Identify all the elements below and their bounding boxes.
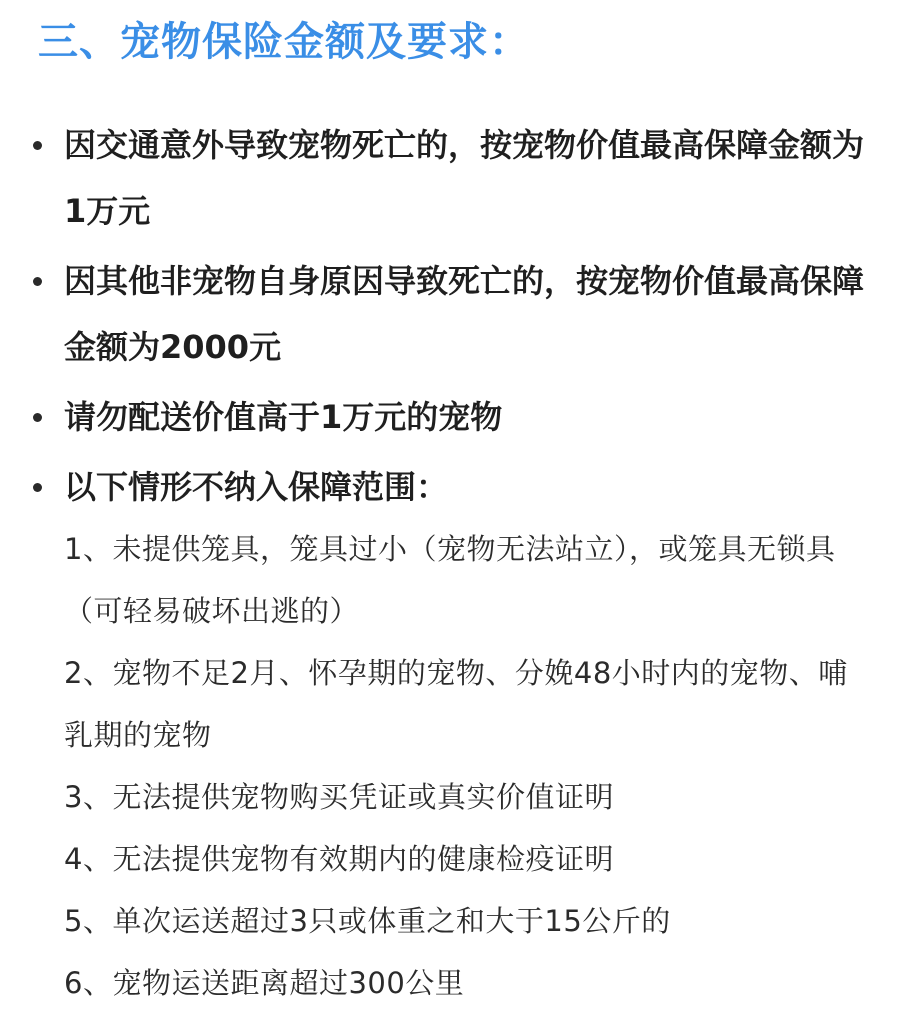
- bullet-text: 请勿配送价值高于1万元的宠物: [64, 398, 503, 436]
- bullet-text: 因其他非宠物自身原因导致死亡的，按宠物价值最高保障金额为2000元: [64, 262, 865, 366]
- exclusion-item: 6、宠物运送距离超过300公里: [64, 966, 465, 1000]
- bullet-text: 因交通意外导致宠物死亡的，按宠物价值最高保障金额为1万元: [64, 126, 865, 230]
- bullet-text: 以下情形不纳入保障范围：: [64, 468, 449, 506]
- exclusion-item: 1、未提供笼具，笼具过小（宠物无法站立），或笼具无锁具（可轻易破坏出逃的）: [64, 532, 836, 628]
- bullet-dot-icon: [33, 141, 42, 150]
- section-title: 三、宠物保险金额及要求：: [38, 19, 530, 65]
- bullet-item: [0, 248, 864, 380]
- bullet-item: [0, 112, 864, 244]
- bullet-item: [0, 454, 864, 520]
- bullet-dot-icon: [33, 277, 42, 286]
- exclusion-list: [0, 518, 900, 1014]
- exclusion-item: 4、无法提供宠物有效期内的健康检疫证明: [64, 842, 614, 876]
- exclusion-item: 5、单次运送超过3只或体重之和大于15公斤的: [64, 904, 671, 938]
- exclusion-item: 2、宠物不足2月、怀孕期的宠物、分娩48小时内的宠物、哺乳期的宠物: [64, 656, 848, 752]
- bullet-dot-icon: [33, 483, 42, 492]
- exclusion-item: 3、无法提供宠物购买凭证或真实价值证明: [64, 780, 614, 814]
- bullet-dot-icon: [33, 413, 42, 422]
- bullet-item: [0, 384, 864, 450]
- bullet-list: [0, 112, 900, 524]
